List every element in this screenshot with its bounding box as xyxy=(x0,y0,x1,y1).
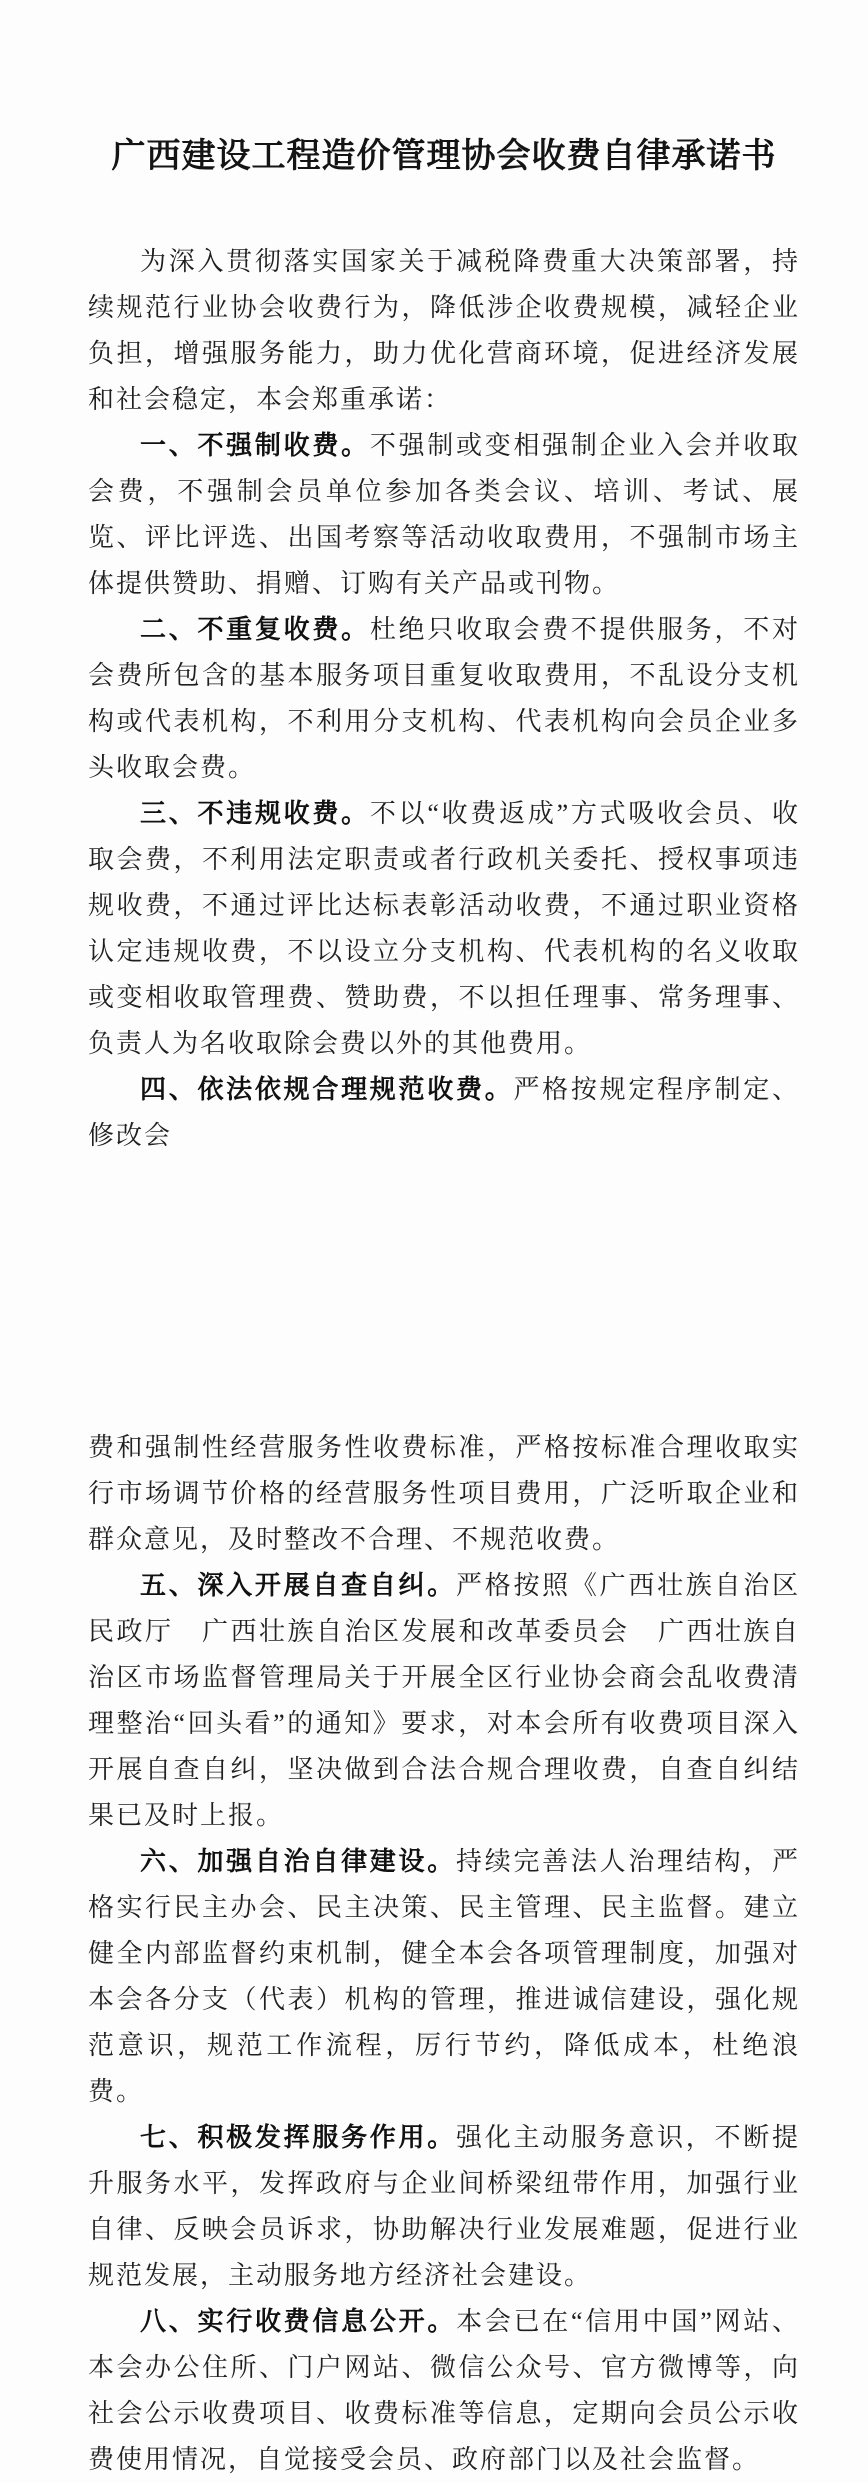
commitment-item-4-part-2: 费和强制性经营服务性收费标准，严格按标准合理收取实行市场调节价格的经营服务性项目费用，广泛听取企业和群众意见，及时整改不合理、不规范收费。 xyxy=(88,1433,800,1554)
item-8-body: 本会已在“信用中国”网站、本会办公住所、门户网站、微信公众号、官方微博等，向社会公示收费项目、收费标准等信息，定期向会员公示收费使用情况，自觉接受会员、政府部门以及社会监督。 xyxy=(88,2307,800,2474)
commitment-item-7 xyxy=(88,2115,800,2299)
item-2-lead: 二、不重复收费。 xyxy=(140,615,370,644)
item-7-body: 强化主动服务意识，不断提升服务水平，发挥政府与企业间桥梁纽带作用，加强行业自律、反映会员诉求，协助解决行业发展难题，促进行业规范发展，主动服务地方经济社会建设。 xyxy=(88,2123,800,2290)
item-1-body: 不强制或变相强制企业入会并收取会费，不强制会员单位参加各类会议、培训、考试、展览、评比评选、出国考察等活动收取费用，不强制市场主体提供赞助、捐赠、订购有关产品或刊物。 xyxy=(88,431,800,598)
commitment-item-3 xyxy=(88,791,800,1067)
item-5-lead: 五、深入开展自查自纠。 xyxy=(140,1571,456,1600)
page-2 xyxy=(88,1425,800,2483)
item-1-lead: 一、不强制收费。 xyxy=(140,431,370,460)
commitment-item-4-part-1 xyxy=(88,1067,800,1159)
commitment-item-1 xyxy=(88,423,800,607)
item-5-body: 严格按照《广西壮族自治区民政厅 广西壮族自治区发展和改革委员会 广西壮族自治区市场监督管理局关于开展全区行业协会商会乱收费清理整治“回头看”的通知》要求，对本会所有收费项目深入开展自查自纠，坚决做到合法合规合理收费，自查自纠结果已及时上报。 xyxy=(88,1571,800,1830)
item-7-lead: 七、积极发挥服务作用。 xyxy=(140,2123,456,2152)
commitment-item-8 xyxy=(88,2299,800,2483)
item-3-lead: 三、不违规收费。 xyxy=(140,799,370,828)
item-2-body: 杜绝只收取会费不提供服务，不对会费所包含的基本服务项目重复收取费用，不乱设分支机构或代表机构，不利用分支机构、代表机构向会员企业多头收取会费。 xyxy=(88,615,800,782)
item-3-body: 不以“收费返成”方式吸收会员、收取会费，不利用法定职责或者行政机关委托、授权事项违规收费，不通过评比达标表彰活动收费，不通过职业资格认定违规收费，不以设立分支机构、代表机构的名义收取或变相收取管理费、赞助费，不以担任理事、常务理事、负责人为名收取除会费以外的其他费用。 xyxy=(88,799,800,1058)
page-1 xyxy=(88,239,800,1159)
intro-paragraph: 为深入贯彻落实国家关于减税降费重大决策部署，持续规范行业协会收费行为，降低涉企收费规模，减轻企业负担，增强服务能力，助力优化营商环境，促进经济发展和社会稳定，本会郑重承诺： xyxy=(88,247,800,414)
item-4-body-page1: 严格按规定程序制定、修改会 xyxy=(88,1075,800,1150)
commitment-item-5 xyxy=(88,1563,800,1839)
item-8-lead: 八、实行收费信息公开。 xyxy=(140,2307,457,2336)
document-title: 广西建设工程造价管理协会收费自律承诺书 xyxy=(111,138,777,175)
commitment-item-2 xyxy=(88,607,800,791)
item-6-lead: 六、加强自治自律建设。 xyxy=(140,1847,456,1876)
item-4-lead: 四、依法依规合理规范收费。 xyxy=(140,1075,514,1104)
commitment-item-6 xyxy=(88,1839,800,2115)
page-break-gap xyxy=(88,1159,800,1425)
item-6-body: 持续完善法人治理结构，严格实行民主办会、民主决策、民主管理、民主监督。建立健全内部监督约束机制，健全本会各项管理制度，加强对本会各分支（代表）机构的管理，推进诚信建设，强化规范意识，规范工作流程，厉行节约，降低成本，杜绝浪费。 xyxy=(88,1847,800,2106)
